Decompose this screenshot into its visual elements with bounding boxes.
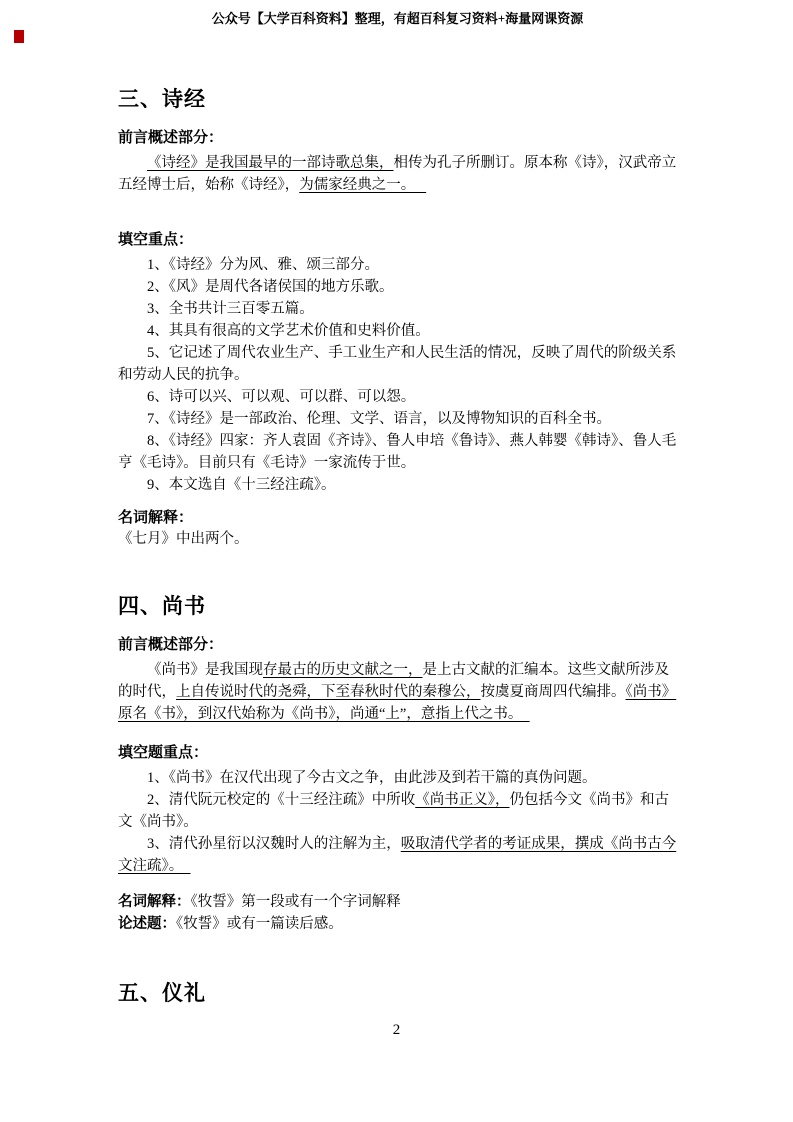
list-item	[118, 789, 677, 833]
list-item	[118, 430, 677, 474]
text-segment: 8、《诗经》四家：齐人袁固《齐诗》、鲁人申培《鲁诗》、燕人韩婴《韩诗》、鲁人毛亨《毛诗》。目前只有《毛诗》一家流传于世。	[118, 433, 677, 471]
text-segment: 3、清代孙星衍以汉魏时人的注解为主，	[147, 836, 401, 852]
intro-paragraph-shangshu	[118, 659, 677, 725]
text-segment: 上自传说时代的尧舜，下至春秋时代的秦穆公，	[176, 684, 481, 700]
term-label-shangshu: 名词解释：	[118, 894, 191, 910]
text-segment: 1、《尚书》在汉代出现了今古文之争，由此涉及到若干篇的真伪问题。	[147, 770, 597, 786]
term-label-shijing: 名词解释：	[118, 510, 194, 526]
text-segment: 6、诗可以兴、可以观、可以群、可以怨。	[147, 389, 416, 405]
text-segment: 7、《诗经》是一部政治、伦理、文学、语言，以及博物知识的百科全书。	[147, 411, 611, 427]
text-segment: 5、它记述了周代农业生产、手工业生产和人民生活的情况，反映了周代的阶级关系和劳动人民的抗争。	[118, 345, 677, 383]
list-item	[118, 386, 677, 408]
essay-line-shangshu	[118, 913, 677, 935]
text-segment: 为儒家经典之一。	[299, 177, 427, 193]
red-stamp	[14, 30, 24, 43]
header-brand: 公众号【大学百科资料】	[211, 11, 355, 26]
intro-label-shijing: 前言概述部分：	[118, 130, 224, 146]
essay-text-shangshu: 《牧誓》或有一篇读后感。	[176, 916, 343, 932]
text-segment: 2、《风》是周代各诸侯国的地方乐歌。	[147, 279, 394, 295]
list-item	[118, 276, 677, 298]
text-segment: 3、全书共计三百零五篇。	[147, 301, 314, 317]
fill-label-shijing: 填空重点：	[118, 232, 194, 248]
text-segment: 2、清代阮元校定的《十三经注疏》中所收	[147, 792, 416, 808]
list-item	[118, 408, 677, 430]
text-segment: 相传为孔子所删订。原本称《诗》，汉武帝立五经博士后，始称《诗经》，	[118, 155, 677, 193]
section-heading-shijing: 三、诗经	[118, 87, 206, 111]
text-segment: 吸取清代学者的考证成果，撰成《尚书古今文注疏》。	[118, 836, 677, 874]
list-item	[118, 320, 677, 342]
list-item	[118, 474, 677, 496]
text-segment: 仍包括今文《尚书》和古文《尚书》。	[118, 792, 669, 830]
term-line-shangshu	[118, 891, 677, 913]
intro-label-shangshu: 前言概述部分：	[118, 637, 224, 653]
section-heading-shangshu: 四、尚书	[118, 594, 206, 618]
essay-label-shangshu: 论述题：	[118, 916, 176, 932]
intro-paragraph-shijing	[118, 152, 677, 196]
list-item	[118, 767, 677, 789]
fill-list-shangshu	[118, 767, 677, 877]
text-segment: 《尚书》是我国现	[147, 662, 263, 678]
text-segment: 存最古的历史文献之一，	[263, 662, 423, 678]
page-header	[118, 8, 677, 27]
text-segment: 《尚书正义》，	[415, 792, 510, 808]
list-item	[118, 298, 677, 320]
term-text-shangshu: 《牧誓》第一段或有一个字词解释	[190, 894, 401, 910]
section-heading-yili: 五、仪礼	[118, 981, 206, 1005]
fill-label-shangshu: 填空题重点：	[118, 745, 209, 761]
text-segment: 按虞夏商周四代编排。	[480, 684, 626, 700]
text-segment: 是上古文献的汇编本。这些文献所涉及的时代，	[118, 662, 669, 700]
fill-list-shijing	[118, 254, 677, 496]
page-number: 2	[392, 1022, 401, 1038]
text-segment: 4、其具有很高的文学艺术价值和史料价值。	[147, 323, 430, 339]
text-segment: 1、《诗经》分为风、雅、颂三部分。	[147, 257, 379, 273]
list-item	[118, 254, 677, 276]
term-text-shijing: 《七月》中出两个。	[118, 531, 249, 547]
text-segment: 《尚书》原名《书》，到汉代始称为《尚书》，尚通“上”，意指上代之书。	[118, 684, 677, 722]
list-item	[118, 342, 677, 386]
text-segment: 9、本文选自《十三经注疏》。	[147, 477, 336, 493]
header-tail: 整理，有超百科复习资料+海量网课资源	[354, 11, 584, 26]
list-item	[118, 833, 677, 877]
text-segment: 《诗经》是我国最早的一部诗歌总集，	[147, 155, 394, 171]
